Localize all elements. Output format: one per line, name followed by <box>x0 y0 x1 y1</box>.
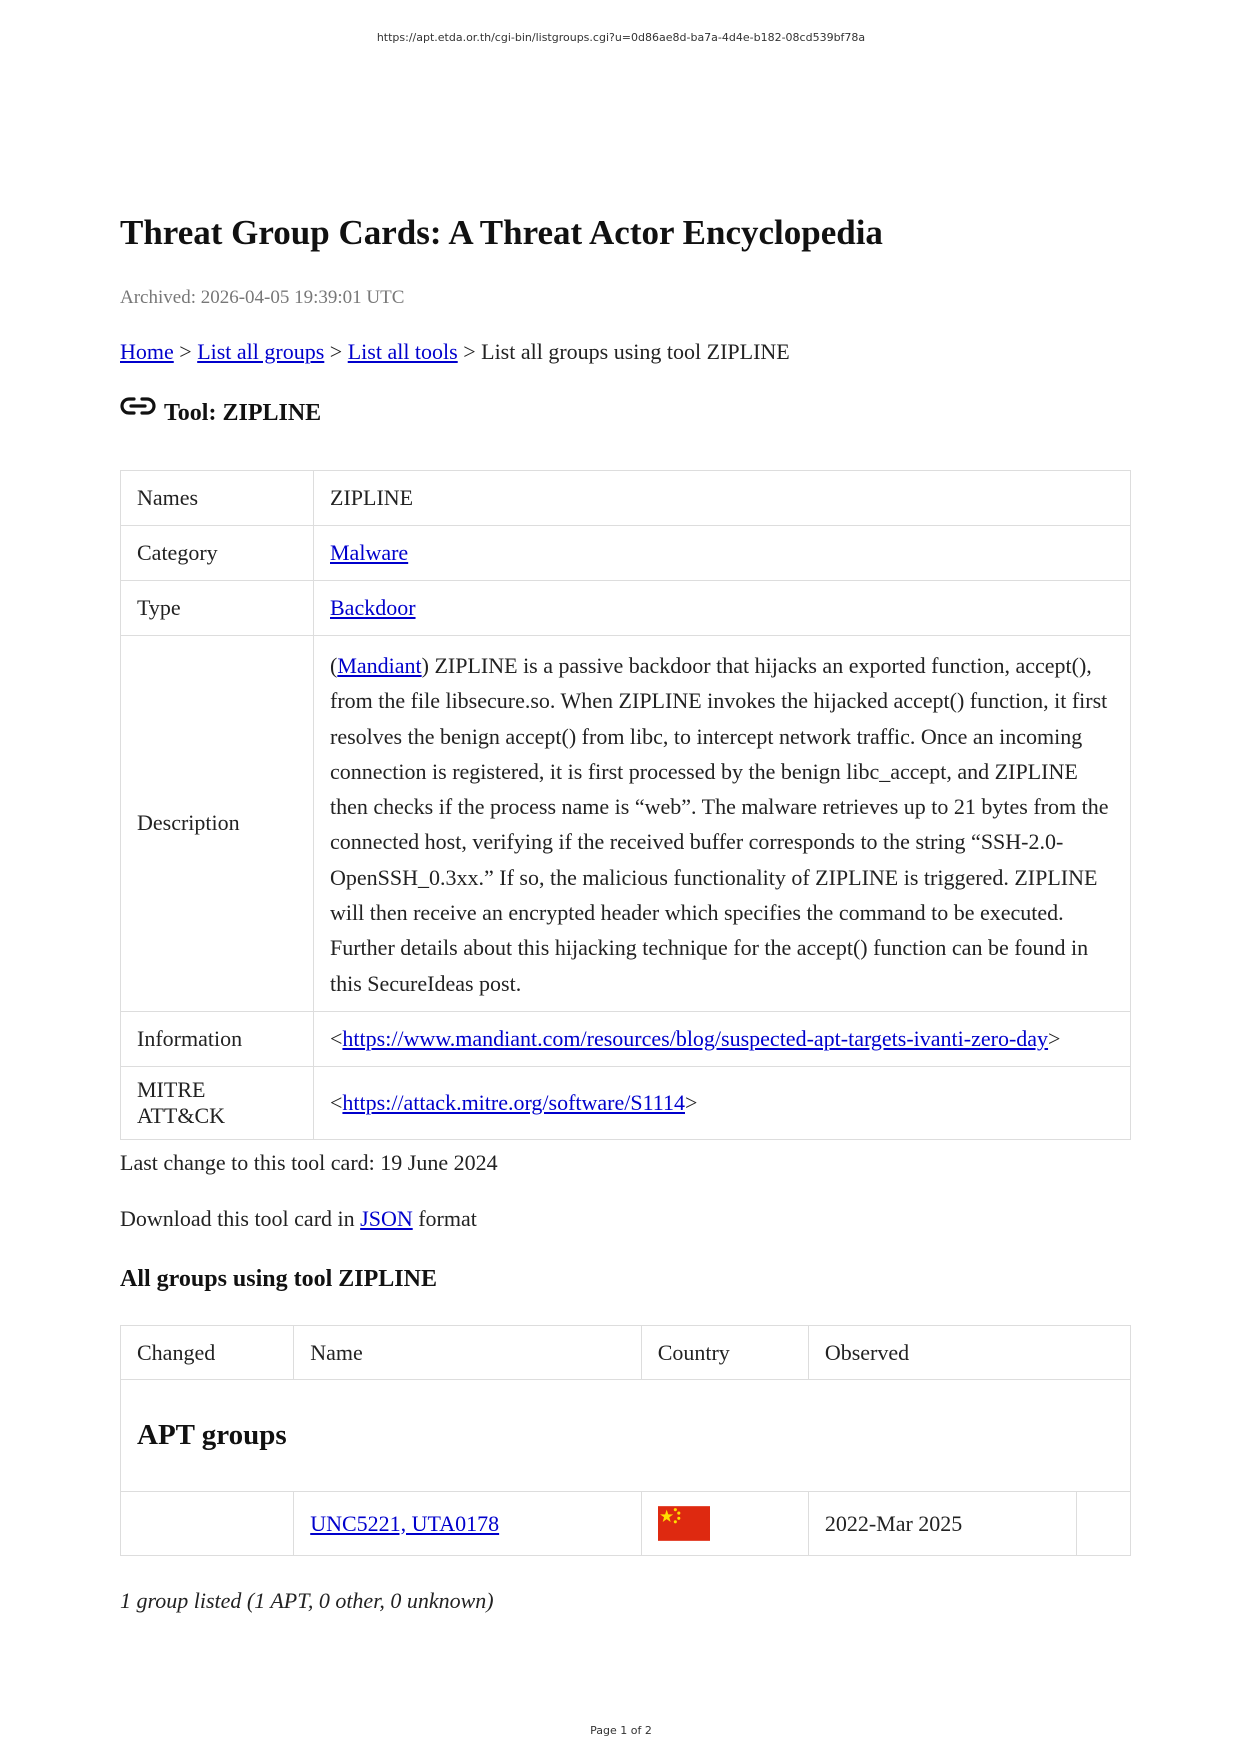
breadcrumb-current: > List all groups using tool ZIPLINE <box>457 339 790 364</box>
tool-card-table <box>120 470 1131 1140</box>
group-changed <box>121 1492 294 1556</box>
archived-timestamp: Archived: 2026-04-05 19:39:01 UTC <box>120 287 405 308</box>
tool-heading-text: Tool: ZIPLINE <box>164 400 322 426</box>
breadcrumb-list-tools-link[interactable]: List all tools <box>347 339 458 364</box>
china-flag-icon <box>658 1506 710 1541</box>
groups-header-row <box>121 1326 1131 1380</box>
breadcrumb-home-link[interactable]: Home <box>120 339 174 364</box>
table-row <box>121 1492 1131 1556</box>
names-label: Names <box>121 471 314 526</box>
angle-open: < <box>330 1089 343 1115</box>
group-observed: 2022-Mar 2025 <box>808 1492 1076 1556</box>
mitre-label: MITRE ATT&CK <box>121 1066 314 1139</box>
category-cell <box>314 526 1131 581</box>
group-extra-cell <box>1077 1492 1131 1556</box>
type-label: Type <box>121 581 314 636</box>
category-link[interactable]: Malware <box>330 540 409 565</box>
section-cell <box>121 1380 1131 1492</box>
last-change-text: Last change to this tool card: 19 June 2024 <box>120 1150 498 1175</box>
mitre-link[interactable]: https://attack.mitre.org/software/S1114 <box>342 1089 685 1115</box>
groups-summary: 1 group listed (1 APT, 0 other, 0 unknown) <box>120 1588 494 1613</box>
information-link[interactable]: https://www.mandiant.com/resources/blog/suspected-apt-targets-ivanti-zero-day <box>342 1025 1049 1051</box>
description-open-paren: ( <box>330 653 338 678</box>
type-link[interactable]: Backdoor <box>330 595 416 620</box>
group-name-cell <box>294 1492 641 1556</box>
tool-row-information <box>121 1011 1131 1066</box>
download-prefix: Download this tool card in <box>120 1206 361 1231</box>
group-name-link[interactable]: UNC5221, UTA0178 <box>310 1510 500 1536</box>
category-label: Category <box>121 526 314 581</box>
description-cell <box>314 636 1131 1012</box>
angle-close: > <box>1048 1025 1061 1051</box>
page-title: Threat Group Cards: A Threat Actor Encyclopedia <box>120 213 883 252</box>
description-label: Description <box>121 636 314 1012</box>
tool-heading <box>120 400 321 427</box>
breadcrumb <box>120 339 790 365</box>
tool-row-category <box>121 526 1131 581</box>
tool-row-names <box>121 471 1131 526</box>
information-cell <box>314 1011 1131 1066</box>
link-icon <box>120 393 156 419</box>
tool-row-type <box>121 581 1131 636</box>
groups-heading: All groups using tool ZIPLINE <box>120 1266 437 1292</box>
column-header-country: Country <box>641 1326 808 1380</box>
breadcrumb-separator: > <box>173 339 198 364</box>
groups-section-row <box>121 1380 1131 1492</box>
description-text: ) ZIPLINE is a passive backdoor that hijacks an exported function, accept(), from the file libsecure.so. When ZIPLINE invokes the hijacked accept() function, it first resolves the benign accept() from libc, to intercept network traffic. Once an incoming connection is registered, it is first processed by the benign libc_accept, and ZIPLINE then checks if the process name is “web”. The malware retrieves up to 21 bytes from the connected host, verifying if the received buffer corresponds to the string “SSH-2.0-OpenSSH_0.3xx.” If so, the malicious functionality of ZIPLINE is triggered. ZIPLINE will then receive an encrypted header which specifies the command to be executed. Further details about this hijacking technique for the accept() function can be found in this SecureIdeas post. <box>330 653 1109 996</box>
download-suffix: format <box>412 1206 477 1231</box>
mitre-cell <box>314 1066 1131 1139</box>
column-header-name: Name <box>294 1326 641 1380</box>
download-json-link[interactable]: JSON <box>360 1206 413 1231</box>
column-header-observed: Observed <box>808 1326 1130 1380</box>
page-number: Page 1 of 2 <box>590 1724 652 1737</box>
angle-open: < <box>330 1025 343 1051</box>
groups-table <box>120 1325 1131 1556</box>
names-value: ZIPLINE <box>314 471 1131 526</box>
section-title: APT groups <box>137 1419 287 1451</box>
angle-close: > <box>685 1089 698 1115</box>
print-url-header: https://apt.etda.or.th/cgi-bin/listgroups.cgi?u=0d86ae8d-ba7a-4d4e-b182-08cd539bf78a <box>376 31 866 44</box>
column-header-changed: Changed <box>121 1326 294 1380</box>
information-label: Information <box>121 1011 314 1066</box>
group-country-cell <box>641 1492 808 1556</box>
breadcrumb-list-groups-link[interactable]: List all groups <box>197 339 325 364</box>
tool-row-mitre <box>121 1066 1131 1139</box>
breadcrumb-separator: > <box>324 339 348 364</box>
download-line <box>120 1206 477 1232</box>
type-cell <box>314 581 1131 636</box>
description-source-link[interactable]: Mandiant <box>337 653 422 678</box>
tool-row-description <box>121 636 1131 1012</box>
